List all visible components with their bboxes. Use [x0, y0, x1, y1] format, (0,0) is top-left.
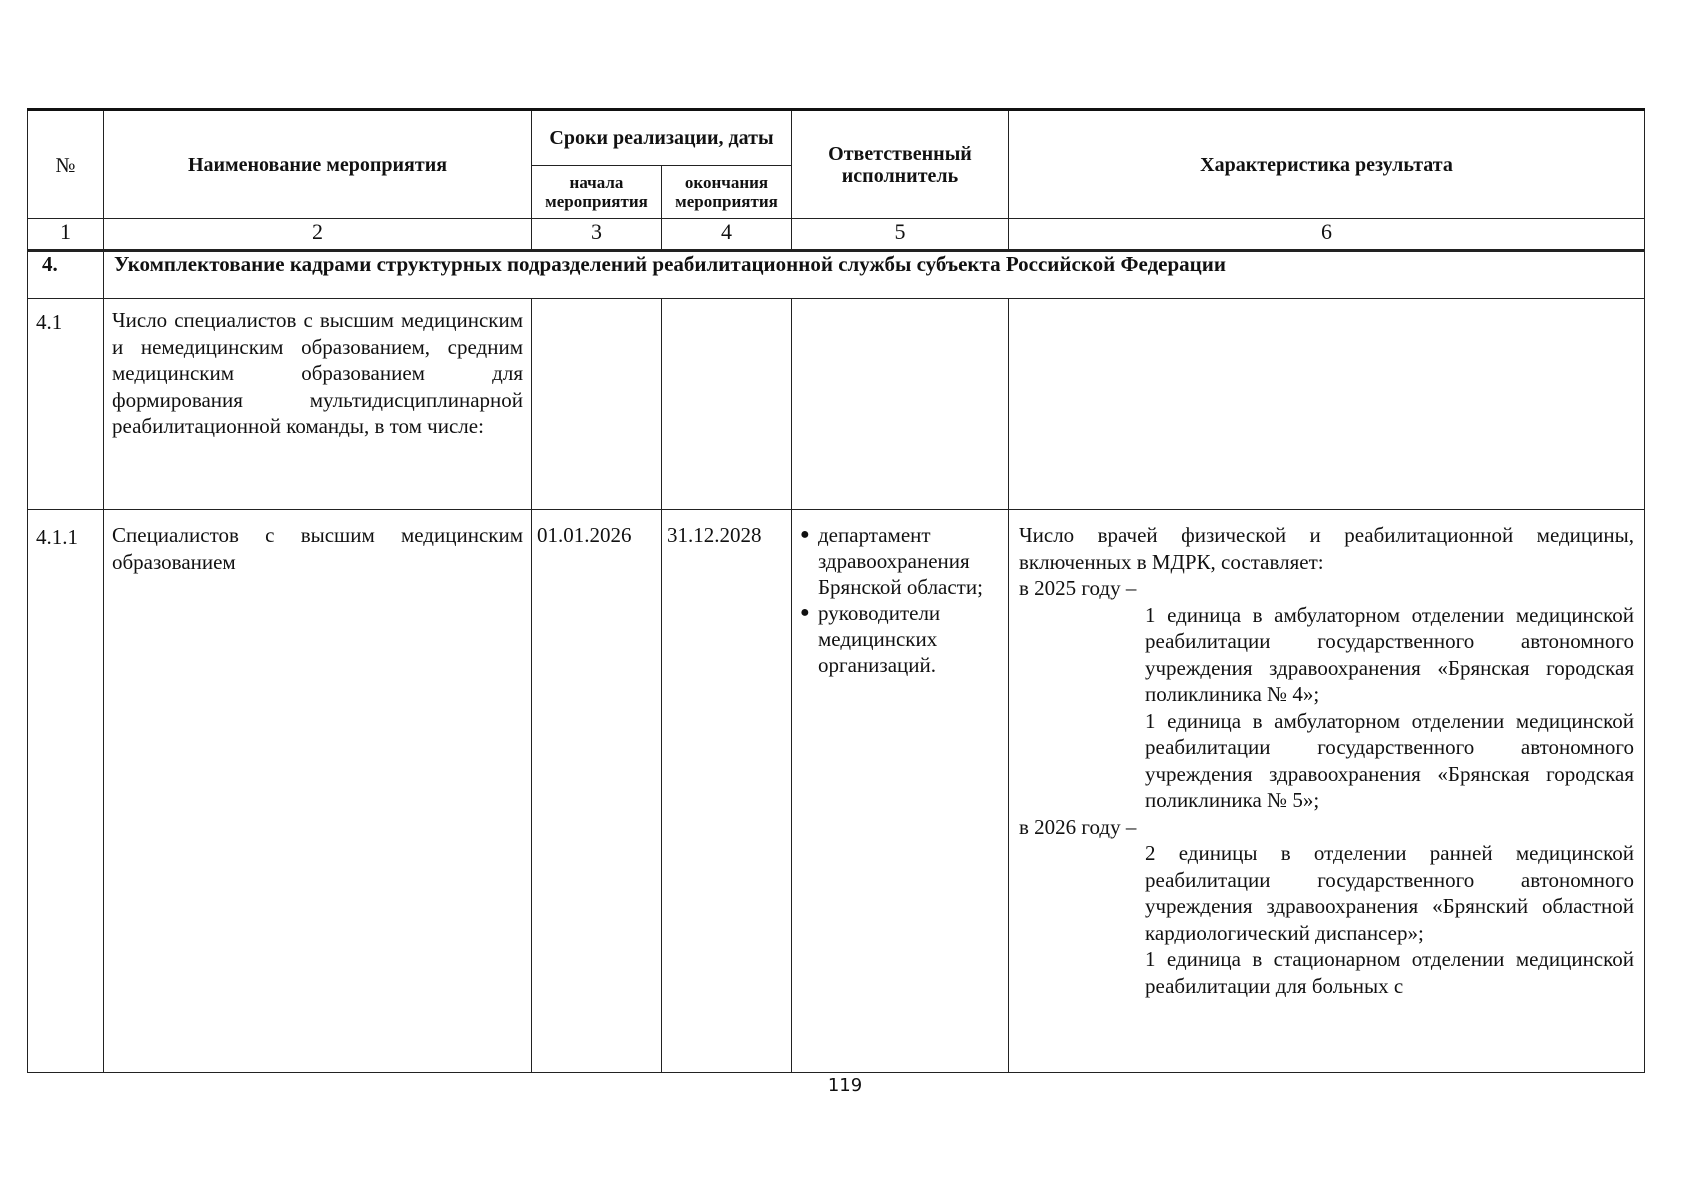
column-number: 3 [532, 219, 662, 251]
row-end-date: 31.12.2028 [662, 510, 792, 1073]
measures-table [27, 108, 1645, 1073]
header-result: Характеристика результата [1009, 110, 1645, 219]
responsible-list [792, 510, 1008, 678]
result-item: 1 единица в амбулаторном отделении медицинской реабилитации государственного автономного учреждения здравоохранения «Брянская городская поликлиника № 5»; [1145, 708, 1634, 812]
header-start: начала мероприятия [532, 166, 662, 219]
row-start-date: 01.01.2026 [532, 510, 662, 1073]
column-number: 6 [1009, 219, 1645, 251]
list-item [796, 522, 1004, 600]
column-number-row [28, 219, 1645, 251]
row-name: Число специалистов с высшим медицинским и немедицинским образованием, средним медицинским образованием для формирования мультидисциплинарной реабилитационной команды, в том числе: [104, 299, 532, 510]
row-name: Специалистов с высшим медицинским образованием [104, 510, 532, 1073]
column-number: 1 [28, 219, 104, 251]
list-item [796, 600, 1004, 678]
row-end-date [662, 299, 792, 510]
table-row [28, 299, 1645, 510]
header-period: Сроки реализации, даты [532, 110, 792, 166]
section-title: Укомплектование кадрами структурных подразделений реабилитационной службы субъекта Российской Федерации [104, 251, 1645, 299]
result-year-2025: в 2025 году – [1019, 576, 1137, 600]
header-row [28, 110, 1645, 166]
bullet-icon: ● [800, 526, 810, 543]
result-item: 1 единица в амбулаторном отделении медицинской реабилитации государственного автономного учреждения здравоохранения «Брянская городская поликлиника № 4»; [1145, 602, 1634, 706]
row-number: 4.1 [28, 299, 104, 510]
list-item-label: руководители медицинских организаций. [818, 601, 941, 677]
row-result [1009, 510, 1645, 1073]
column-number: 2 [104, 219, 532, 251]
row-responsible [792, 510, 1009, 1073]
section-row [28, 251, 1645, 299]
column-number: 5 [792, 219, 1009, 251]
column-number: 4 [662, 219, 792, 251]
list-item-label: департамент здравоохранения Брянской области; [818, 523, 983, 599]
row-start-date [532, 299, 662, 510]
result-intro: Число врачей физической и реабилитационной медицины, включенных в МДРК, составляет: [1019, 523, 1634, 574]
result-year-2026: в 2026 году – [1019, 814, 1137, 839]
header-responsible: Ответственный исполнитель [792, 110, 1009, 219]
row-responsible [792, 299, 1009, 510]
header-num: № [28, 110, 104, 219]
bullet-icon: ● [800, 604, 810, 621]
section-number: 4. [28, 251, 104, 299]
result-item: 2 единицы в отделении ранней медицинской реабилитации государственного автономного учреждения здравоохранения «Брянский областной кардиологический диспансер»; [1145, 841, 1634, 945]
row-number: 4.1.1 [28, 510, 104, 1073]
result-item: 1 единица в стационарном отделении медицинской реабилитации для больных с [1145, 947, 1634, 998]
row-result [1009, 299, 1645, 510]
header-end: окончания мероприятия [662, 166, 792, 219]
page-number: 119 [827, 1075, 863, 1096]
table-row [28, 510, 1645, 1073]
header-name: Наименование мероприятия [104, 110, 532, 219]
